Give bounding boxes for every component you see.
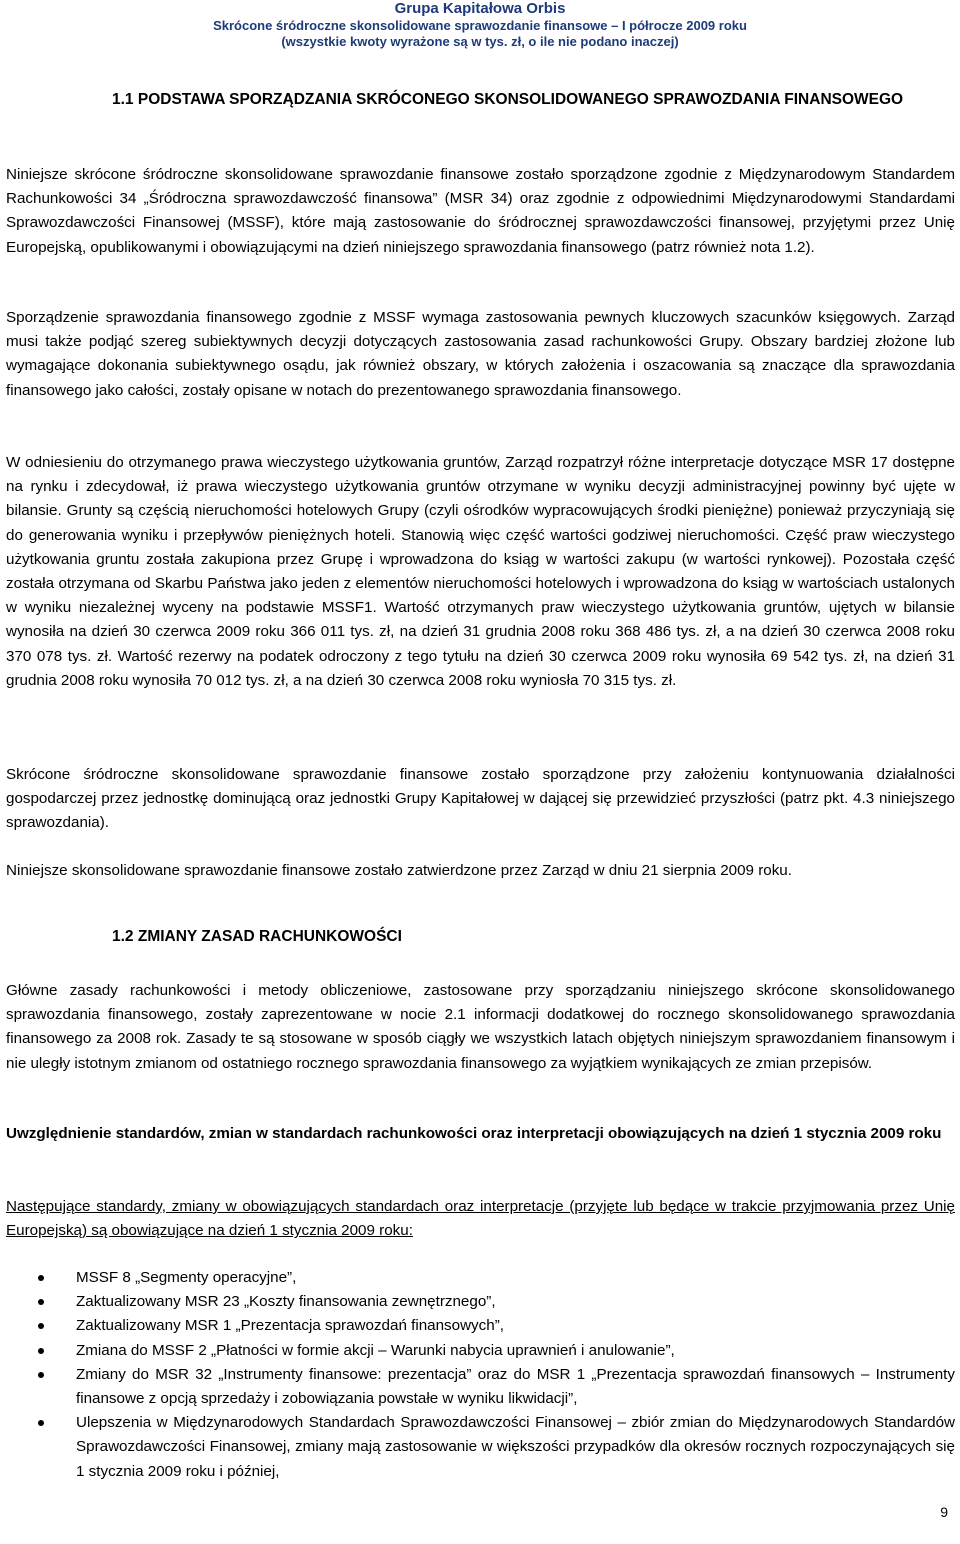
section-1-1-title: 1.1 PODSTAWA SPORZĄDZANIA SKRÓCONEGO SKONSOLIDOWANEGO SPRAWOZDANIA FINANSOWEGO <box>112 91 904 108</box>
list-item-text: Zmiana do MSSF 2 „Płatności w formie akcji – Warunki nabycia uprawnień i anulowanie”, <box>76 1341 675 1359</box>
list-item <box>0 1314 955 1338</box>
section-1-2-paragraph-1: Główne zasady rachunkowości i metody obliczeniowe, zastosowane przy sporządzaniu niniejszego skrócone skonsolidowanego sprawozdania finansowego, zostały zaprezentowane w nocie 2.1 informacji dodatkowej do rocznego skonsolidowanego sprawozdania finansowego za 2008 rok. Zasady te są stosowane w sposób ciągły we wszystkich latach objętych niniejszym sprawozdaniem finansowym i nie uległy istotnym zmianom od ostatniego rocznego sprawozdania finansowego za wyjątkiem wynikających ze zmian przepisów. <box>6 982 955 1072</box>
list-item-text: Zaktualizowany MSR 23 „Koszty finansowania zewnętrznego”, <box>76 1293 496 1311</box>
bullet-icon <box>38 1275 44 1281</box>
bullet-icon <box>38 1372 44 1378</box>
section-1-1-paragraph-1: Niniejsze skrócone śródroczne skonsolidowane sprawozdanie finansowe zostało sporządzone zgodnie z Międzynarodowym Standardem Rachunkowości 34 „Śródroczna sprawozdawczość finansowa” (MSR 34) oraz zgodnie z odpowiednimi Międzynarodowymi Standardami Sprawozdawczości Finansowej (MSSF), które mają zastosowanie do śródrocznej sprawozdawczości finansowej, przyjętymi przez Unię Europejską, opublikowanymi i obowiązującymi na dzień niniejszego sprawozdania finansowego (patrz również nota 1.2). <box>6 166 955 256</box>
standards-list <box>0 1266 955 1484</box>
bullet-icon <box>38 1299 44 1305</box>
page-header <box>0 0 960 50</box>
list-item-text: MSSF 8 „Segmenty operacyjne”, <box>76 1269 297 1286</box>
section-1-1-paragraph-4: Skrócone śródroczne skonsolidowane sprawozdanie finansowe zostało sporządzone przy założeniu kontynuowania działalności gospodarczej przez jednostkę dominującą oraz jednostki Grupy Kapitałowej w dającej się przewidzieć przyszłości (patrz pkt. 4.3 niniejszego sprawozdania). <box>6 766 955 832</box>
header-amounts-note: (wszystkie kwoty wyrażone są w tys. zł, o ile nie podano inaczej) <box>281 34 679 49</box>
header-report-title: Skrócone śródroczne skonsolidowane sprawozdanie finansowe – I półrocze 2009 roku <box>213 18 747 33</box>
list-item <box>0 1339 955 1363</box>
list-item <box>0 1363 955 1411</box>
list-item <box>0 1290 955 1314</box>
section-1-2-title: 1.2 ZMIANY ZASAD RACHUNKOWOŚCI <box>112 928 402 945</box>
standards-intro: Następujące standardy, zmiany w obowiązujących standardach oraz interpretacje (przyjęte lub będące w trakcie przyjmowania przez Unię Europejską) są obowiązujące na dzień 1 stycznia 2009 roku: <box>6 1198 955 1240</box>
section-1-1-paragraph-3: W odniesieniu do otrzymanego prawa wieczystego użytkowania gruntów, Zarząd rozpatrzył różne interpretacje dotyczące MSR 17 dostępne na rynku i zdecydował, iż prawa wieczystego użytkowania gruntów otrzymane w wyniku decyzji administracyjnej powinny być ujęte w bilansie. Grunty są częścią nieruchomości hotelowych Grupy (czyli ośrodków wypracowujących środki pieniężne) ponieważ przyczyniają się do generowania wyniku i przepływów pieniężnych hoteli. Stanowią więc część wartości godziwej nieruchomości. Część praw wieczystego użytkowania gruntu została zakupiona przez Grupę i wprowadzona do ksiąg w wartości zakupu (w wartości rynkowej). Pozostała część została otrzymana od Skarbu Państwa jako jeden z elementów nieruchomości hotelowych i wprowadzona do ksiąg w wartościach ustalonych w wyniku niezależnej wyceny na podstawie MSSF1. Wartość otrzymanych praw wieczystego użytkowania gruntów, ujętych w bilansie wynosiła na dzień 30 czerwca 2009 roku 366 011 tys. zł, na dzień 31 grudnia 2008 roku 368 486 tys. zł, a na dzień 30 czerwca 2008 roku 370 078 tys. zł. Wartość rezerwy na podatek odroczony z tego tytułu na dzień 30 czerwca 2009 roku wynosiła 69 542 tys. zł, na dzień 31 grudnia 2008 roku wynosiła 70 012 tys. zł, a na dzień 30 czerwca 2008 roku wyniosła 70 315 tys. zł. <box>6 454 955 689</box>
bullet-icon <box>38 1323 44 1329</box>
bullet-icon <box>38 1348 44 1354</box>
list-item-text: Ulepszenia w Międzynarodowych Standardach Sprawozdawczości Finansowej – zbiór zmian do Międzynarodowych Standardów Sprawozdawczości Finansowej, zmiany mają zastosowanie w większości przypadków dla okresów rocznych rozpoczynających się 1 stycznia 2009 roku i później, <box>76 1414 955 1480</box>
section-1-1-paragraph-5: Niniejsze skonsolidowane sprawozdanie finansowe zostało zatwierdzone przez Zarząd w dniu 21 sierpnia 2009 roku. <box>6 862 792 879</box>
section-1-1-paragraph-2: Sporządzenie sprawozdania finansowego zgodnie z MSSF wymaga zastosowania pewnych kluczowych szacunków księgowych. Zarząd musi także podjąć szereg subiektywnych decyzji dotyczących zastosowania zasad rachunkowości Grupy. Obszary bardziej złożone lub wymagające dokonania subiektywnego osądu, jak również obszary, w których założenia i oszacowania są znaczące dla sprawozdania finansowego jako całości, zostały opisane w notach do prezentowanego sprawozdania finansowego. <box>6 309 955 399</box>
standards-subheading: Uwzględnienie standardów, zmian w standardach rachunkowości oraz interpretacji obowiązujących na dzień 1 stycznia 2009 roku <box>6 1125 942 1142</box>
list-item-text: Zaktualizowany MSR 1 „Prezentacja sprawozdań finansowych”, <box>76 1317 504 1335</box>
header-company: Grupa Kapitałowa Orbis <box>394 0 566 17</box>
bullet-icon <box>38 1420 44 1426</box>
page-number: 9 <box>940 1504 948 1520</box>
list-item <box>0 1411 955 1484</box>
list-item-text: Zmiany do MSR 32 „Instrumenty finansowe: prezentacja” oraz do MSR 1 „Prezentacja sprawozdań finansowych – Instrumenty finansowe z opcją sprzedaży i zobowiązania powstałe w wyniku likwidacji”, <box>76 1365 955 1408</box>
list-item <box>0 1266 955 1290</box>
